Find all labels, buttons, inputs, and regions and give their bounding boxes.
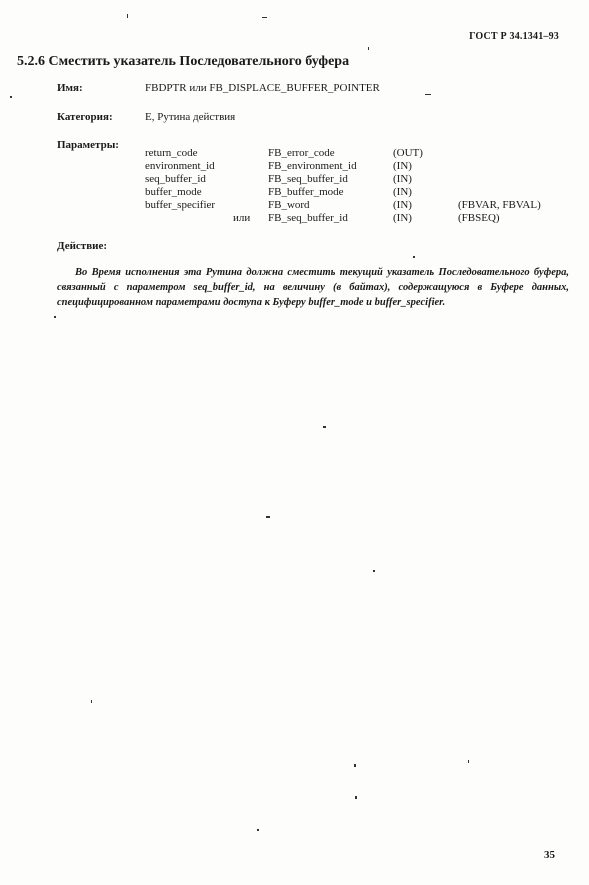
- parameter-name: seq_buffer_id: [145, 173, 206, 185]
- name-label: Имя:: [57, 82, 83, 94]
- scan-speck: [266, 516, 270, 518]
- scan-speck: [262, 17, 267, 18]
- parameter-type: FB_word: [268, 199, 310, 211]
- scan-speck: [373, 570, 375, 572]
- parameter-name: buffer_mode: [145, 186, 202, 198]
- parameter-row: [0, 199, 589, 212]
- scan-speck: [355, 796, 357, 799]
- parameter-row: [0, 186, 589, 199]
- parameter-note: (FBVAR, FBVAL): [458, 199, 541, 211]
- category-label: Категория:: [57, 111, 113, 123]
- parameter-direction: (IN): [393, 199, 412, 211]
- page-number: 35: [544, 849, 555, 861]
- parameters-label: Параметры:: [57, 139, 119, 151]
- scan-speck: [10, 96, 12, 98]
- scan-speck: [91, 700, 92, 703]
- standard-code: ГОСТ Р 34.1341–93: [469, 31, 559, 42]
- parameter-type: FB_error_code: [268, 147, 335, 159]
- parameter-type: FB_seq_buffer_id: [268, 173, 348, 185]
- parameter-direction: (OUT): [393, 147, 423, 159]
- parameter-direction: (IN): [393, 160, 412, 172]
- category-value: Е, Рутина действия: [145, 111, 236, 123]
- parameter-type: FB_environment_id: [268, 160, 357, 172]
- scan-speck: [257, 829, 259, 831]
- parameter-name: return_code: [145, 147, 198, 159]
- name-value: FBDPTR или FB_DISPLACE_BUFFER_POINTER: [145, 82, 380, 94]
- parameter-direction: (IN): [393, 173, 412, 185]
- scan-speck: [413, 256, 415, 258]
- action-paragraph: Во Время исполнения эта Рутина должна сместить текущий указатель Последовательного буфера, связанный с параметром seq_buffer_id, на величину (в байтах), содержащуюся в Буфере данных, специфицированном параметрами доступа к Буферу buffer_mode и buffer_specifier.: [57, 267, 569, 308]
- parameter-row: [0, 173, 589, 186]
- scan-speck: [368, 47, 369, 50]
- parameter-direction: (IN): [393, 212, 412, 224]
- scan-speck: [54, 316, 56, 318]
- scan-speck: [127, 14, 128, 18]
- scan-speck: [425, 94, 431, 95]
- scan-speck: [354, 764, 356, 767]
- parameter-prefix: или: [233, 212, 251, 224]
- parameter-name: environment_id: [145, 160, 215, 172]
- parameter-name: buffer_specifier: [145, 199, 216, 211]
- parameter-type: FB_seq_buffer_id: [268, 212, 348, 224]
- parameter-type: FB_buffer_mode: [268, 186, 344, 198]
- scan-speck: [468, 760, 469, 763]
- scan-speck: [323, 426, 326, 428]
- section-heading: 5.2.6 Сместить указатель Последовательного буфера: [17, 54, 350, 69]
- parameter-note: (FBSEQ): [458, 212, 500, 224]
- action-label: Действие:: [57, 240, 108, 252]
- parameter-row: [0, 147, 589, 160]
- parameter-direction: (IN): [393, 186, 412, 198]
- parameters-table: [0, 147, 589, 225]
- parameter-row: [0, 160, 589, 173]
- parameter-row: [0, 212, 589, 225]
